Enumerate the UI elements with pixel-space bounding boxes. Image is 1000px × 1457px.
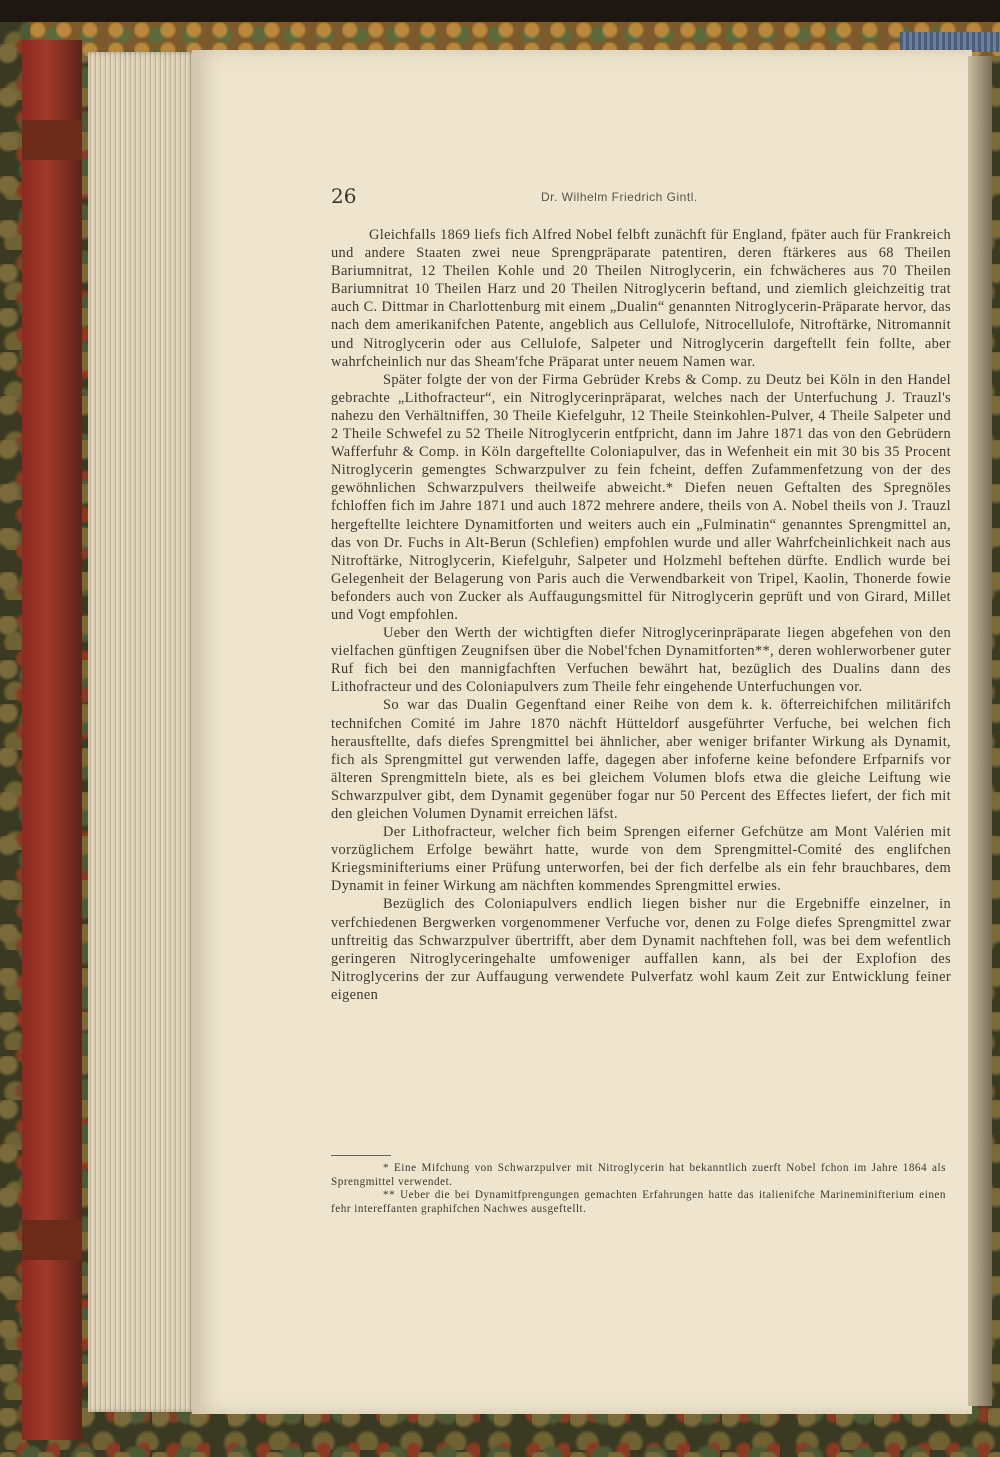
paragraph: Später folgte der von der Firma Gebrüder Krebs & Comp. zu Deutz bei Köln in den Handel gebrachte „Lithofracteur“, ein Nitroglycerinpräparat, welches nach der Unterfuchung J. Trauzl's nahezu den Verhältniffen, 30 Theile Kiefelguhr, 12 Theile Steinkohlen-Pulver, 4 Theile Salpeter und 2 Theile Schwefel zu 52 Theile Nitroglycerin entfpricht, dann im Jahre 1871 das von den Gebrüdern Wafferfuhr & Comp. in Köln dargeftellte Coloniapulver, das in Wefenheit ein mit 30 bis 35 Procent Nitroglycerin gemengtes Schwarzpulver zu fein fcheint, deffen Zufammenfetzung von der des gewöhnlichen Schwarzpulvers theilweife abweicht.* Diefen neuen Geftalten des Spregnöles fchloffen fich im Jahre 1871 und auch 1872 mehrere andere, theils von A. Nobel theils von J. Trauzl hergeftellte leichtere Dynamitforten und weiters auch ein „Fulminatin“ genanntes Sprengmittel an, das von Dr. Fuchs in Alt-Berun (Schlefien) empfohlen wurde und aller Wahrfcheinlichkeit nach aus Nitroftärke, Nitroglycerin, Kiefelguhr, Salpeter und Holzmehl beftehen dürfte. Endlich wurde bei Gelegenheit der Belagerung von Paris auch die Verwendbarkeit von Tripel, Kaolin, Thonerde fowie befonders auch von Zucker als Auffaugungsmittel für Nitroglycerin geprüft und von Girard, Millet und Vogt empfohlen. <box>331 371 951 623</box>
footnotes <box>331 1162 946 1216</box>
paragraph: Bezüglich des Coloniapulvers endlich liegen bisher nur die Ergebniffe einzelner, in verfchiedenen Bergwerken vorgenommener Verfuche vor, denen zu Folge diefes Sprengmittel zwar unftreitig das Schwarzpulver übertrifft, aber dem Dynamit nachftehen foll, was bei dem wefentlich geringeren Nitroglyceringehalte umfoweniger auffallen kann, als bei der Explofion des Nitroglycerins der zur Auffaugung verwendete Pulverfatz wohl kaum Zeit zur Entwicklung feiner eigenen <box>331 896 951 1003</box>
cover-cloth-corner <box>900 32 1000 52</box>
running-head <box>331 184 951 210</box>
footnote-rule <box>331 1155 391 1156</box>
footnote: ** Ueber die bei Dynamitfprengungen gemachten Erfahrungen hatte das italienifche Marineminifterium einen fehr intereffanten graphifchen Nachwes ausgeftellt. <box>331 1189 946 1215</box>
running-title: Dr. Wilhelm Friedrich Gintl. <box>541 190 698 204</box>
background-edge <box>0 0 1000 22</box>
spine-band-top <box>22 120 82 160</box>
page-number: 26 <box>331 184 357 208</box>
paragraph: Gleichfalls 1869 liefs fich Alfred Nobel felbft zunächft für England, fpäter auch für Frankreich und andere Staaten zwei neue Sprengpräparate patentiren, deren ftärkeres aus 68 Theilen Bariumnitrat, 12 Theilen Kohle und 20 Theilen Nitroglycerin, ein fchwächeres aus 70 Theilen Bariumnitrat 10 Theilen Harz und 20 Theilen Nitroglycerin beftand, und ziemlich gleichzeitig trat auch C. Dittmar in Charlottenburg mit einem „Dualin“ genannten Nitroglycerin-Präparate hervor, das nach dem amerikanifchen Patente, angeblich aus Cellulofe, Nitrocellulofe, Nitroftärke, Nitromannit und Nitroglycerin oder aus Cellulofe, Salpeter und Nitroglycerin dargeftellt fein follte, aber wahrfcheinlich nur das Sheam'fche Präparat unter neuem Namen war. <box>331 227 951 370</box>
spine-band-bottom <box>22 1220 82 1260</box>
page-gutter-shadow <box>968 56 992 1406</box>
paragraph: Der Lithofracteur, welcher fich beim Sprengen eiferner Gefchütze am Mont Valérien mit vorzüglichem Erfolge bewährt hatte, wurde von dem Sprengmittel-Comité des englifchen Kriegsminifteriums einer Prüfung unterworfen, bei der fich derfelbe als ein fehr brauchbares, dem Dynamit in feiner Wirkung am nächften kommendes Sprengmittel erwies. <box>331 824 951 895</box>
paragraph: Ueber den Werth der wichtigften diefer Nitroglycerinpräparate liegen abgefehen von den vielfachen günftigen Zeugnifsen über die Nobel'fchen Dynamitforten**, deren wohlerworbener guter Ruf fich bei den mannigfachften Verfuchen bewährt hat, bezüglich des Dualins dann des Lithofracteur und des Coloniapulvers zum Theile fehr eingehende Unterfuchungen vor. <box>331 625 951 696</box>
footnote: * Eine Mifchung von Schwarzpulver mit Nitroglycerin hat bekanntlich zuerft Nobel fchon im Jahre 1864 als Sprengmittel verwendet. <box>331 1162 946 1188</box>
body-text <box>331 226 951 1004</box>
page-block-edges <box>88 52 196 1412</box>
paragraph: So war das Dualin Gegenftand einer Reihe von dem k. k. öfterreichifchen militärifch technifchen Comité im Jahre 1870 nächft Hütteldorf ausgeführter Verfuche, bei welchen fich herausftellte, dafs diefes Sprengmittel bei ähnlicher, aber weniger brifanter Wirkung als Dynamit, fich als Sprengmittel gut verwenden laffe, dagegen aber infoferne keine befondere Erfparnifs vor älteren Sprengmitteln biete, als es bei gleichem Volumen blofs etwa die gleiche Leiftung wie Schwarzpulver gibt, dem Dynamit gegenüber fogar nur 50 Percent des Effectes liefert, der fich mit den gleichen Volumen Dynamit erreichen läfst. <box>331 697 951 822</box>
